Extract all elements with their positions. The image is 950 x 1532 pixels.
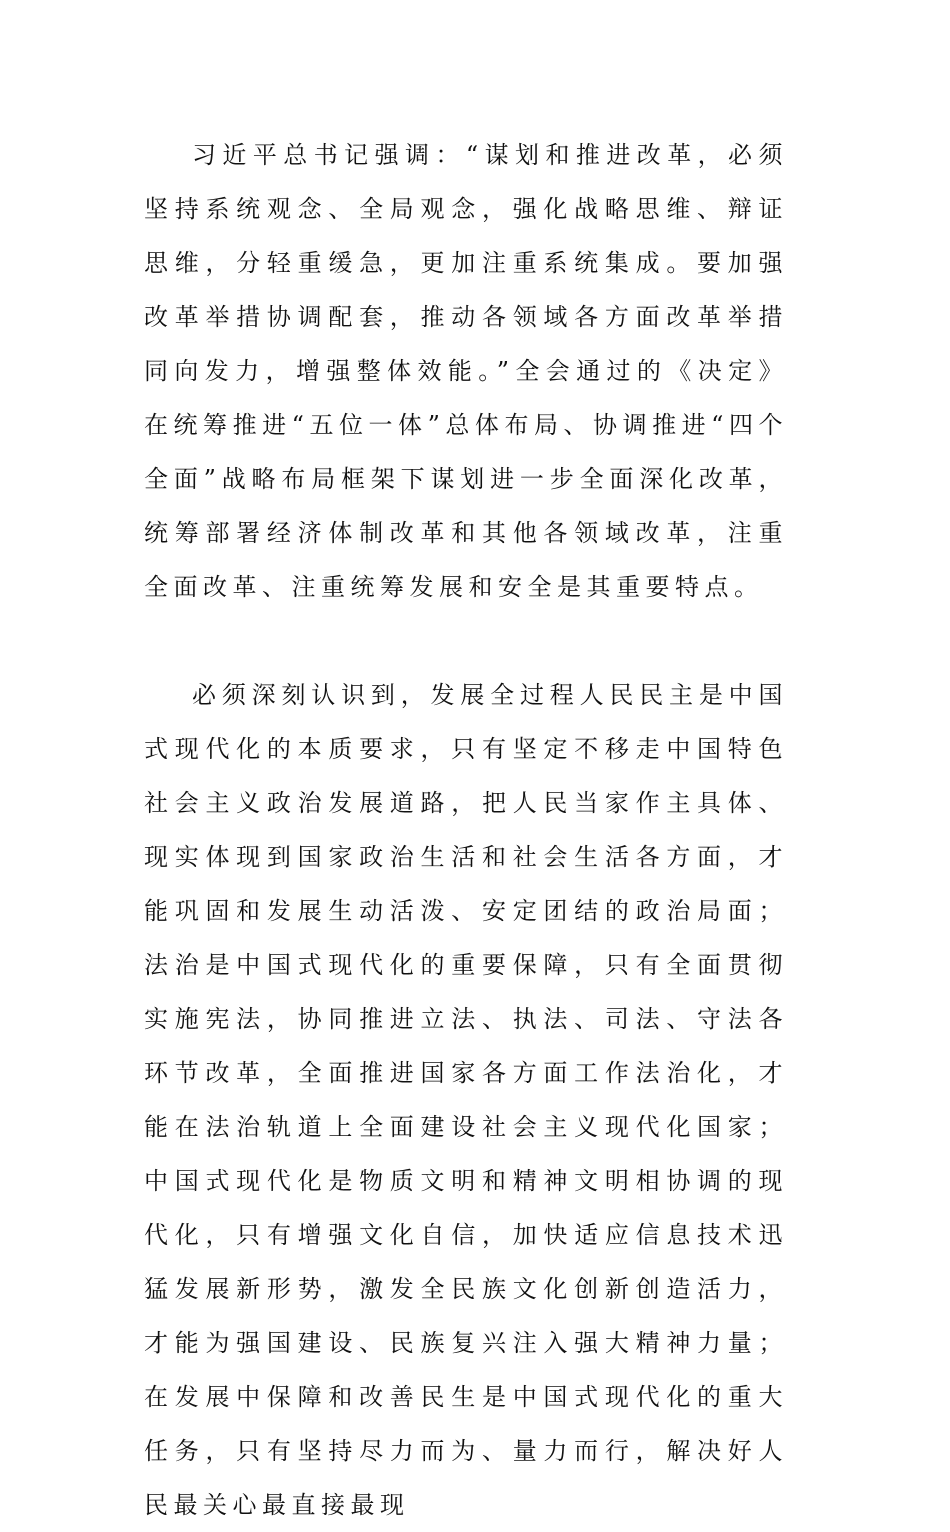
paragraph-1: 习近平总书记强调：“谋划和推进改革，必须坚持系统观念、全局观念，强化战略思维、辩证思维，分轻重缓急，更加注重系统集成。要加强改革举措协调配套，推动各领域各方面改革举措同向发力，增强整体效能。”全会通过的《决定》在统筹推进“五位一体”总体布局、协调推进“四个全面”战略布局框架下谋划进一步全面深化改革，统筹部署经济体制改革和其他各领域改革，注重全面改革、注重统筹发展和安全是其重要特点。 [144,141,788,601]
paragraph-2: 必须深刻认识到，发展全过程人民民主是中国式现代化的本质要求，只有坚定不移走中国特色社会主义政治发展道路，把人民当家作主具体、现实体现到国家政治生活和社会生活各方面，才能巩固和发展生动活泼、安定团结的政治局面；法治是中国式现代化的重要保障，只有全面贯彻实施宪法，协同推进立法、执法、司法、守法各环节改革，全面推进国家各方面工作法治化，才能在法治轨道上全面建设社会主义现代化国家；中国式现代化是物质文明和精神文明相协调的现代化，只有增强文化自信，加快适应信息技术迅猛发展新形势，激发全民族文化创新创造活力，才能为强国建设、民族复兴注入强大精神力量；在发展中保障和改善民生是中国式现代化的重大任务，只有坚持尽力而为、量力而行，解决好人民最关心最直接最现 [144,681,788,1519]
document-body [144,128,788,1532]
